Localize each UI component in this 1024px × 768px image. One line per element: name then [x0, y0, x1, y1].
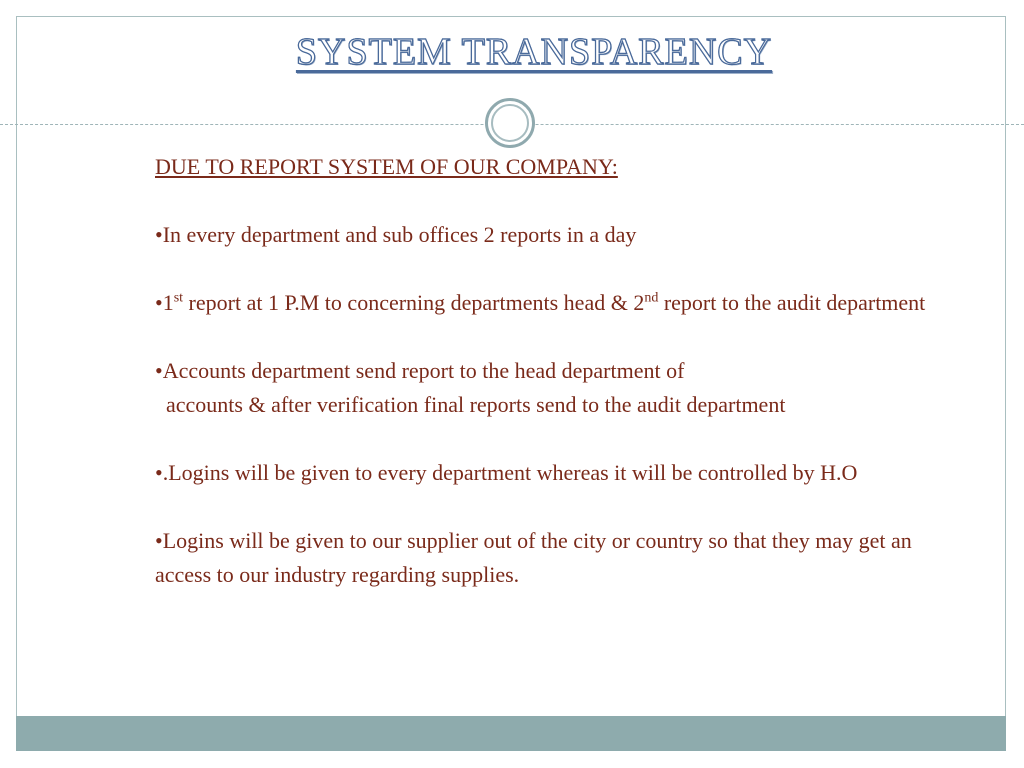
- bullet-2-superscript-nd: nd: [644, 290, 659, 306]
- bullet-item-3: [155, 354, 960, 422]
- bullet-2-part-a: •1: [155, 290, 174, 315]
- bullet-3-line-2: accounts & after verification final reports send to the audit department: [155, 392, 786, 417]
- bullet-3-line-1: •Accounts department send report to the head department of: [155, 358, 685, 383]
- bullet-2-part-c: report to the audit department: [658, 290, 926, 315]
- bullet-2-superscript-st: st: [173, 290, 184, 306]
- decorative-inner-circle-icon: [491, 104, 529, 142]
- bullet-item-4: •.Logins will be given to every department whereas it will be controlled by H.O: [155, 460, 858, 485]
- slide-title: SYSTEM TRANSPARENCY: [295, 31, 773, 73]
- bullet-item-2: [155, 286, 960, 320]
- bullet-2-part-b: report at 1 P.M to concerning departments head & 2: [183, 290, 645, 315]
- slide-body: [155, 150, 960, 626]
- bullet-item-1: •In every department and sub offices 2 reports in a day: [155, 222, 637, 247]
- footer-accent-bar: [16, 716, 1006, 751]
- section-heading: DUE TO REPORT SYSTEM OF OUR COMPANY:: [155, 154, 618, 179]
- bullet-item-5: •Logins will be given to our supplier out of the city or country so that they may get an access to our industry regarding supplies.: [155, 528, 912, 587]
